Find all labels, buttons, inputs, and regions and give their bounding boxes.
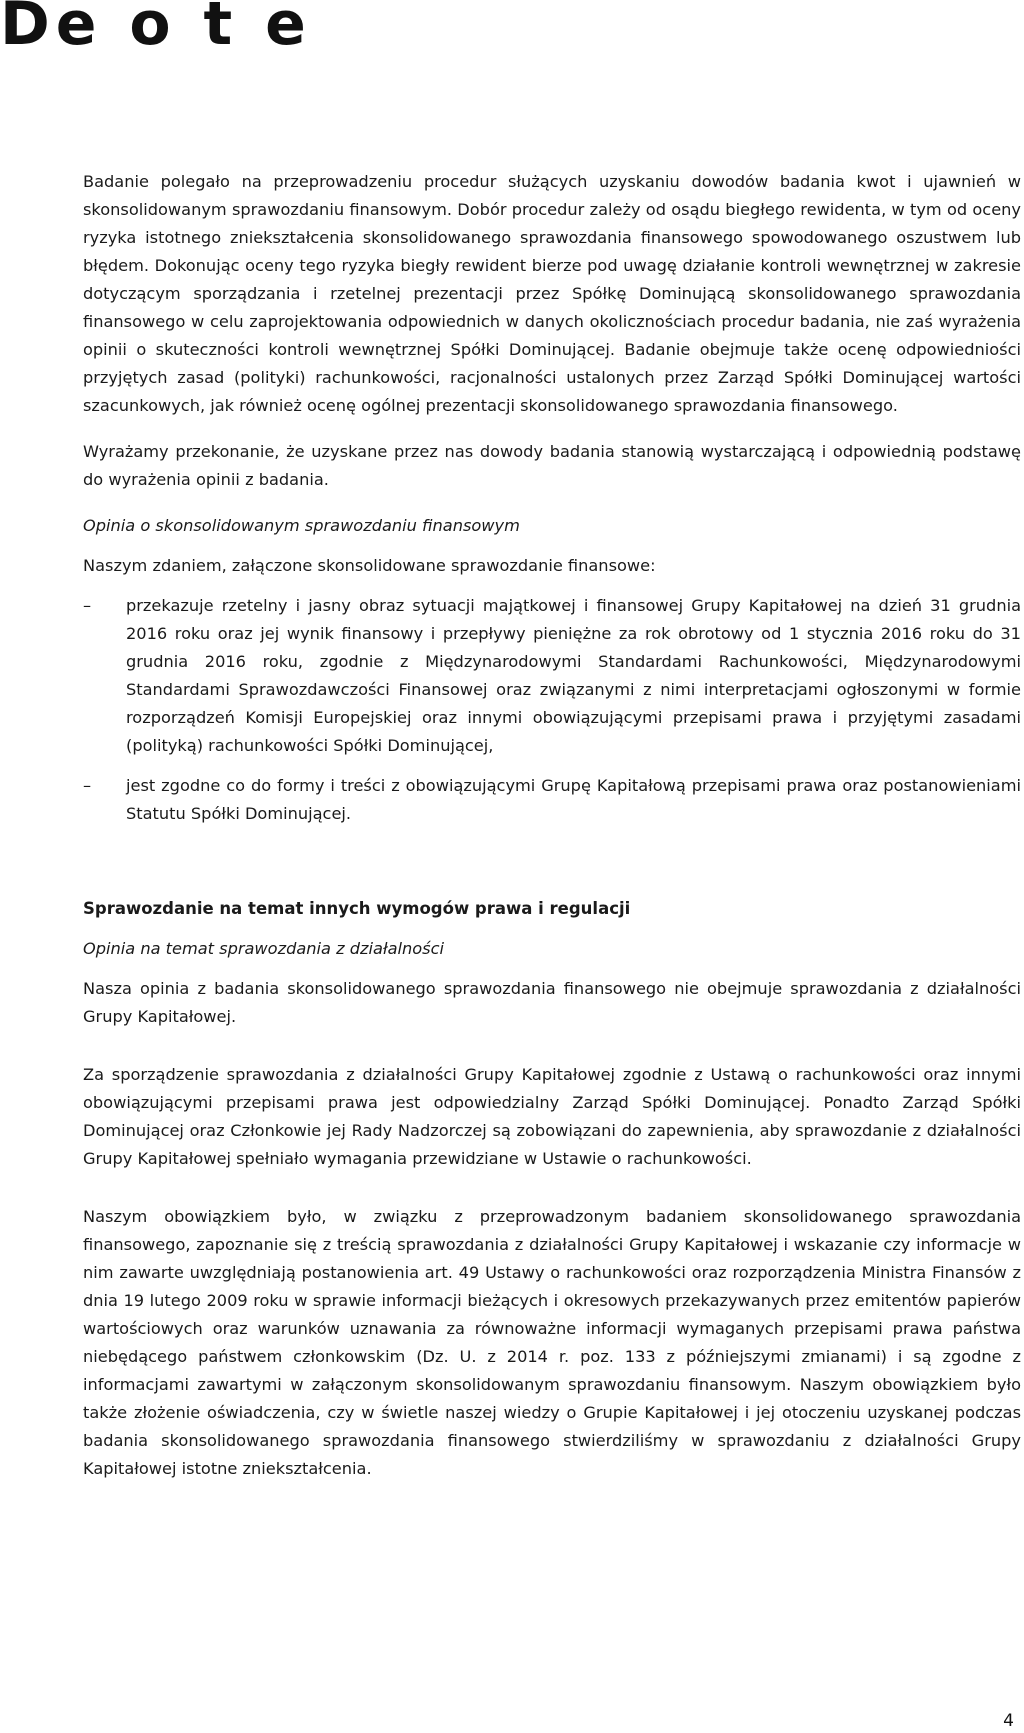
bullet-dash: – xyxy=(83,776,92,795)
paragraph-evidence-conclusion: Wyrażamy przekonanie, że uzyskane przez nas dowody badania stanowią wystarczającą i odpowiednią podstawę do wyrażenia opinii z badania. xyxy=(83,442,1021,489)
document-body xyxy=(83,168,1021,1483)
paragraph-audit-procedures: Badanie polegało na przeprowadzeniu procedur służących uzyskaniu dowodów badania kwot i ujawnień w skonsolidowanym sprawozdaniu finansowym. Dobór procedur zależy od osądu biegłego rewidenta, w tym od oceny ryzyka istotnego zniekształcenia skonsolidowanego sprawozdania finansowego spowodowanego oszustwem lub błędem. Dokonując oceny tego ryzyka biegły rewident bierze pod uwagę działanie kontroli wewnętrznej w zakresie dotyczącym sporządzania i rzetelnej prezentacji przez Spółkę Dominującą skonsolidowanego sprawozdania finansowego w celu zaprojektowania odpowiednich w danych okolicznościach procedur badania, nie zaś wyrażenia opinii o skuteczności kontroli wewnętrznej Spółki Dominującej. Badanie obejmuje także ocenę odpowiedniości przyjętych zasad (polityki) rachunkowości, racjonalności ustalonych przez Zarząd Spółki Dominującej wartości szacunkowych, jak również ocenę ogólnej prezentacji skonsolidowanego sprawozdania finansowego. xyxy=(83,172,1021,415)
paragraph-opinion-intro: Naszym zdaniem, załączone skonsolidowane sprawozdanie finansowe: xyxy=(83,556,656,575)
bullet-dash: – xyxy=(83,596,92,615)
section-heading: Sprawozdanie na temat innych wymogów prawa i regulacji xyxy=(83,899,631,918)
paragraph-scope: Nasza opinia z badania skonsolidowanego sprawozdania finansowego nie obejmuje sprawozdania z działalności Grupy Kapitałowej. xyxy=(83,979,1021,1026)
list-item xyxy=(83,592,1021,760)
subheading-opinion: Opinia o skonsolidowanym sprawozdaniu finansowym xyxy=(83,516,520,535)
list-item xyxy=(83,772,1021,828)
paragraph-our-duty: Naszym obowiązkiem było, w związku z przeprowadzonym badaniem skonsolidowanego sprawozdania finansowego, zapoznanie się z treścią sprawozdania z działalności Grupy Kapitałowej i wskazanie czy informacje w nim zawarte uwzględniają postanowienia art. 49 Ustawy o rachunkowości oraz rozporządzenia Ministra Finansów z dnia 19 lutego 2009 roku w sprawie informacji bieżących i okresowych przekazywanych przez emitentów papierów wartościowych oraz warunków uznawania za równoważne informacji wymaganych przepisami prawa państwa niebędącego państwem członkowskim (Dz. U. z 2014 r. poz. 133 z późniejszymi zmianami) i są zgodne z informacjami zawartymi w załączonym skonsolidowanym sprawozdaniu finansowym. Naszym obowiązkiem było także złożenie oświadczenia, czy w świetle naszej wiedzy o Grupie Kapitałowej i jej otoczeniu uzyskanej podczas badania skonsolidowanego sprawozdania finansowego stwierdziliśmy w sprawozdaniu z działalności Grupy Kapitałowej istotne zniekształcenia. xyxy=(83,1207,1021,1478)
bullet-text: jest zgodne co do formy i treści z obowiązującymi Grupę Kapitałową przepisami prawa oraz postanowieniami Statutu Spółki Dominującej. xyxy=(126,776,1021,823)
bullet-text: przekazuje rzetelny i jasny obraz sytuacji majątkowej i finansowej Grupy Kapitałowej na dzień 31 grudnia 2016 roku oraz jej wynik finansowy i przepływy pieniężne za rok obrotowy od 1 stycznia 2016 roku do 31 grudnia 2016 roku, zgodnie z Międzynarodowymi Standardami Rachunkowości, Międzynarodowymi Standardami Sprawozdawczości Finansowej oraz związanymi z nimi interpretacjami ogłoszonymi w formie rozporządzeń Komisji Europejskiej oraz innymi obowiązującymi przepisami prawa i przyjętymi zasadami (polityką) rachunkowości Spółki Dominującej, xyxy=(126,596,1021,755)
subheading-activity-report: Opinia na temat sprawozdania z działalności xyxy=(83,939,444,958)
opinion-bullet-list xyxy=(83,592,1021,828)
paragraph-responsibility: Za sporządzenie sprawozdania z działalności Grupy Kapitałowej zgodnie z Ustawą o rachunkowości oraz innymi obowiązującymi przepisami prawa jest odpowiedzialny Zarząd Spółki Dominującej. Ponadto Zarząd Spółki Dominującej oraz Członkowie jej Rady Nadzorczej są zobowiązani do zapewnienia, aby sprawozdanie z działalności Grupy Kapitałowej spełniało wymagania przewidziane w Ustawie o rachunkowości. xyxy=(83,1065,1021,1168)
page-number: 4 xyxy=(1003,1711,1014,1731)
company-logo: De o t e xyxy=(0,0,312,59)
